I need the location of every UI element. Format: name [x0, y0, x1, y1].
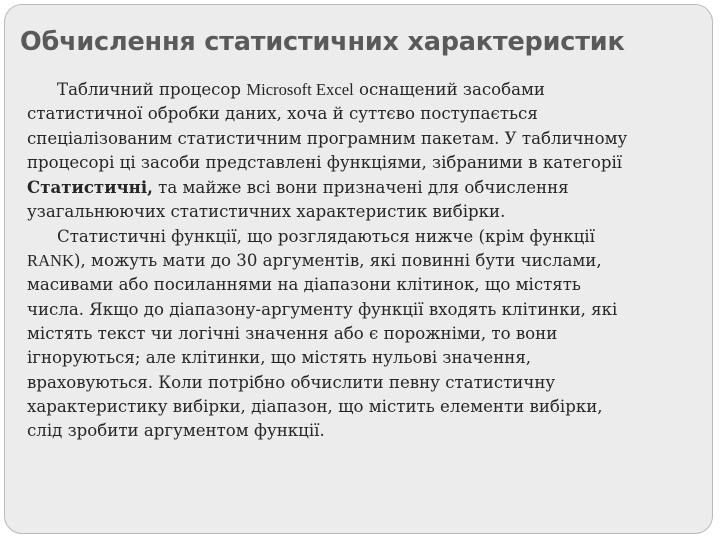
paragraph-2-line-7: враховуються. Коли потрібно обчислити певну статистичну [27, 372, 556, 392]
text-run: Табличний процесор [57, 80, 247, 99]
paragraph-2-line-2 [27, 249, 697, 273]
text-run: оснащений засобами [353, 80, 545, 99]
function-name: RANK [27, 251, 75, 271]
category-name: Статистичні, [27, 177, 153, 198]
slide-title: Обчислення статистичних характеристик [20, 27, 625, 57]
paragraph-1-line-3: спеціалізованим статистичним програмним пакетам. У табличному [27, 128, 628, 148]
paragraph-2-line-8: характеристику вибірки, діапазон, що містить елементи вибірки, [27, 396, 603, 416]
text-run: та майже всі вони призначені для обчислення [152, 178, 569, 198]
slide-frame [4, 4, 713, 534]
paragraph-1-line-5 [27, 175, 697, 200]
paragraph-2-line-5: містять текст чи логічні значення або є порожніми, то вони [27, 323, 558, 343]
text-run: ), можуть мати до 30 аргументів, які повинні бути числами, [74, 251, 602, 271]
paragraph-2-line-4: числа. Якщо до діапазону-аргументу функції входять клітинки, які [27, 299, 618, 319]
paragraph-2-line-1: Статистичні функції, що розглядаються нижче (крім функції [57, 226, 595, 246]
paragraph-2-line-9: слід зробити аргументом функції. [27, 421, 325, 441]
paragraph-2-line-3: масивами або посиланнями на діапазони клітинок, що містять [27, 275, 581, 295]
paragraph-1-line-4: процесорі ці засоби представлені функціями, зібраними в категорії [27, 152, 623, 172]
paragraph-1-line-1 [27, 78, 697, 102]
paragraph-1-line-6: узагальнюючих статистичних характеристик вибірки. [27, 202, 506, 222]
product-name: Microsoft Excel [246, 80, 354, 99]
paragraph-1-line-2: статистичної обробки даних, хоча й суттєво поступається [27, 104, 538, 124]
paragraph-2-line-6: ігноруються; але клітинки, що містять нульові значення, [27, 348, 532, 368]
slide-body [27, 78, 697, 443]
